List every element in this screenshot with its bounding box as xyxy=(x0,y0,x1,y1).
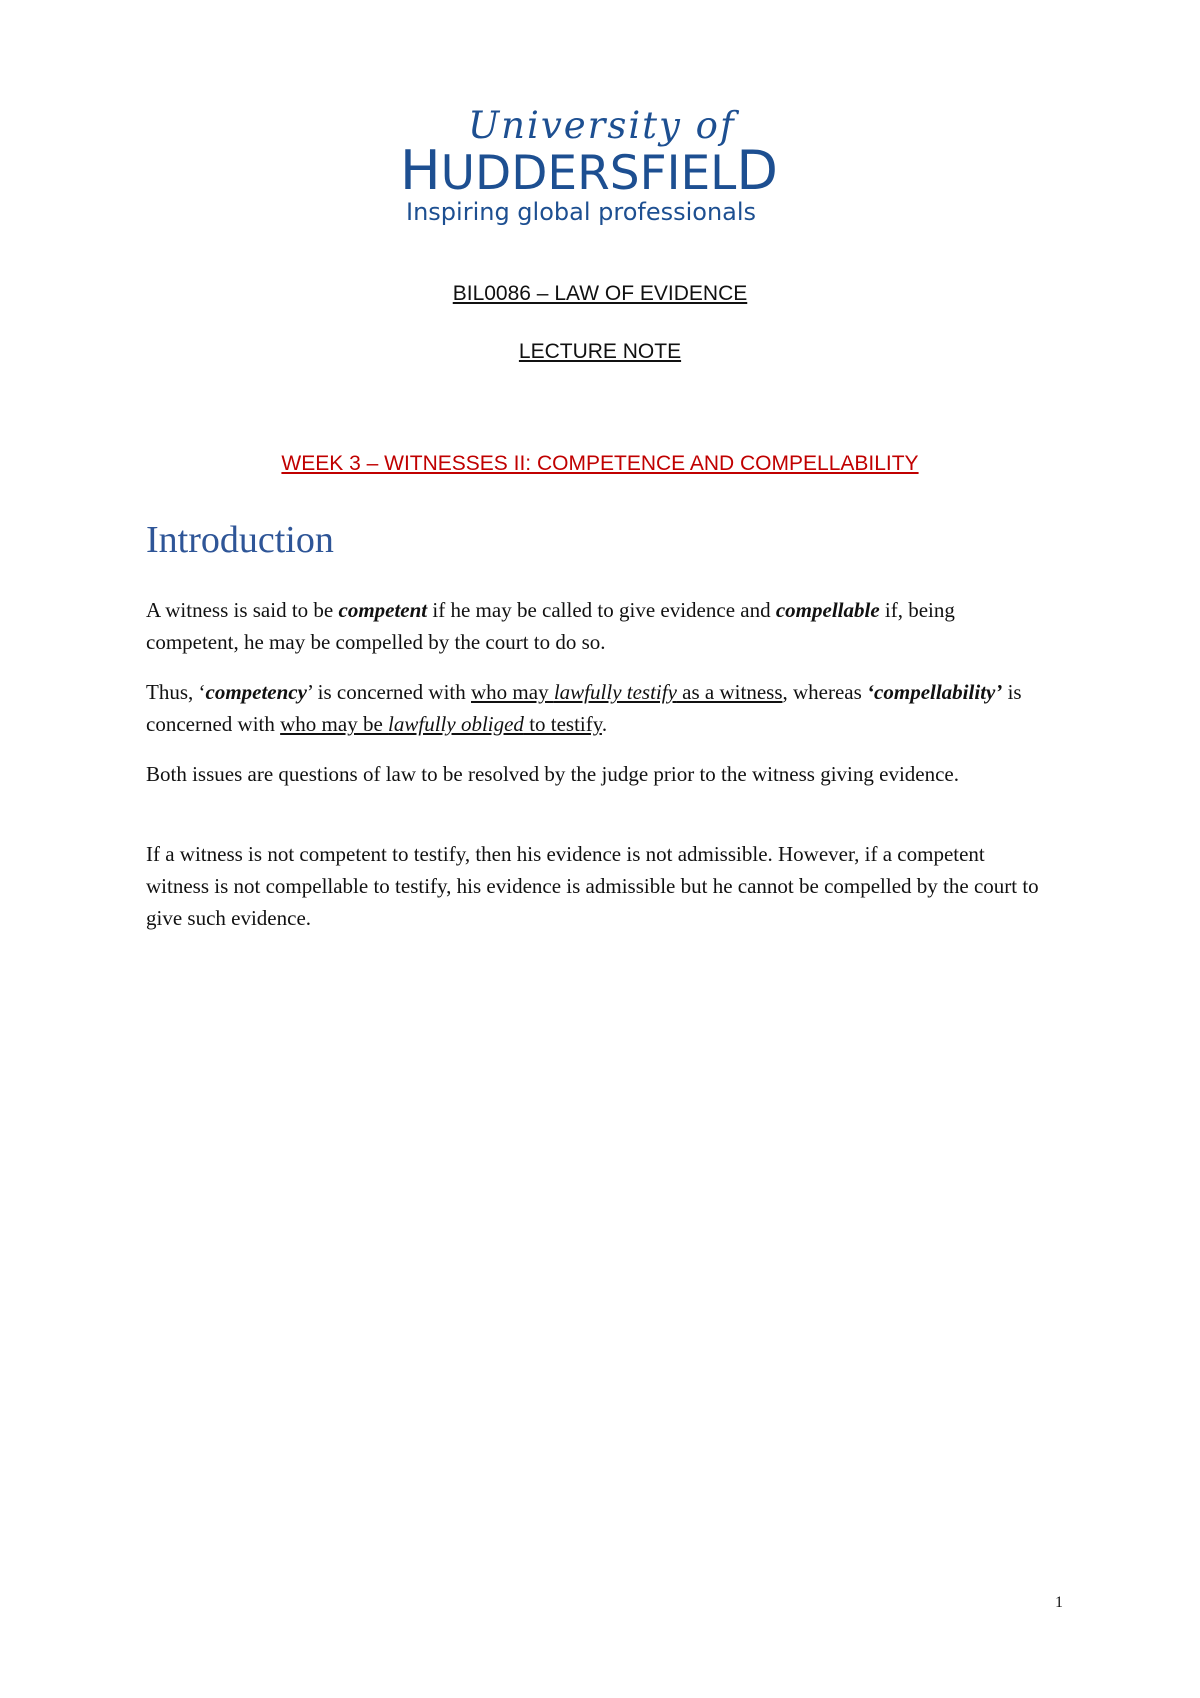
logo-uddersfiel: UDDERSFIEL xyxy=(440,146,737,201)
paragraph-definitions xyxy=(146,594,1046,658)
document-type: LECTURE NOTE xyxy=(518,340,682,363)
p1-term-compellable: compellable xyxy=(775,598,880,622)
p2-underline-italic-2: lawfully obliged xyxy=(388,712,524,736)
p2-term-compellability: ‘compellability’ xyxy=(867,680,1003,704)
section-heading: Introduction xyxy=(146,519,334,561)
p2-underline-2: as a witness xyxy=(676,680,783,704)
p2-text-5: . xyxy=(601,712,608,736)
logo-d: D xyxy=(736,139,778,202)
p2-underline-italic-1: lawfully testify xyxy=(553,680,677,704)
p2-underline-1: who may xyxy=(471,680,554,704)
course-code-title: BIL0086 – LAW OF EVIDENCE xyxy=(452,282,748,305)
p2-underline-3: who may be xyxy=(280,712,389,736)
logo-h: H xyxy=(400,139,441,202)
logo-university-of: University of xyxy=(468,104,736,147)
p1-term-competent: competent xyxy=(338,598,428,622)
p1-text-1: A witness is said to be xyxy=(146,598,339,622)
p2-text-2: ’ is concerned with xyxy=(306,680,472,704)
paragraph-questions-of-law: Both issues are questions of law to be resolved by the judge prior to the witness giving evidence. xyxy=(146,762,960,786)
p2-text-3: , whereas xyxy=(782,680,868,704)
p2-text-4: is concerned with xyxy=(146,680,1022,736)
university-logo xyxy=(400,100,820,240)
p2-underline-4: to testify xyxy=(523,712,602,736)
page-number: 1 xyxy=(1055,1594,1063,1611)
paragraph-competency-vs-compellability xyxy=(146,676,1046,740)
logo-huddersfield xyxy=(400,139,778,202)
p2-text-1: Thus, ‘ xyxy=(146,680,206,704)
logo-tagline: Inspiring global professionals xyxy=(406,198,757,226)
week-title: WEEK 3 – WITNESSES II: COMPETENCE AND COMPELLABILITY xyxy=(281,452,919,475)
p2-term-competency: competency xyxy=(205,680,307,704)
p1-text-3: if, being competent, he may be compelled by the court to do so. xyxy=(146,598,955,654)
paragraph-admissibility: If a witness is not competent to testify, then his evidence is not admissible. However, if a competent witness is not compellable to testify, his evidence is admissible but he cannot be compelled by the court to give such evidence. xyxy=(146,842,1039,930)
p1-text-2: if he may be called to give evidence and xyxy=(427,598,776,622)
